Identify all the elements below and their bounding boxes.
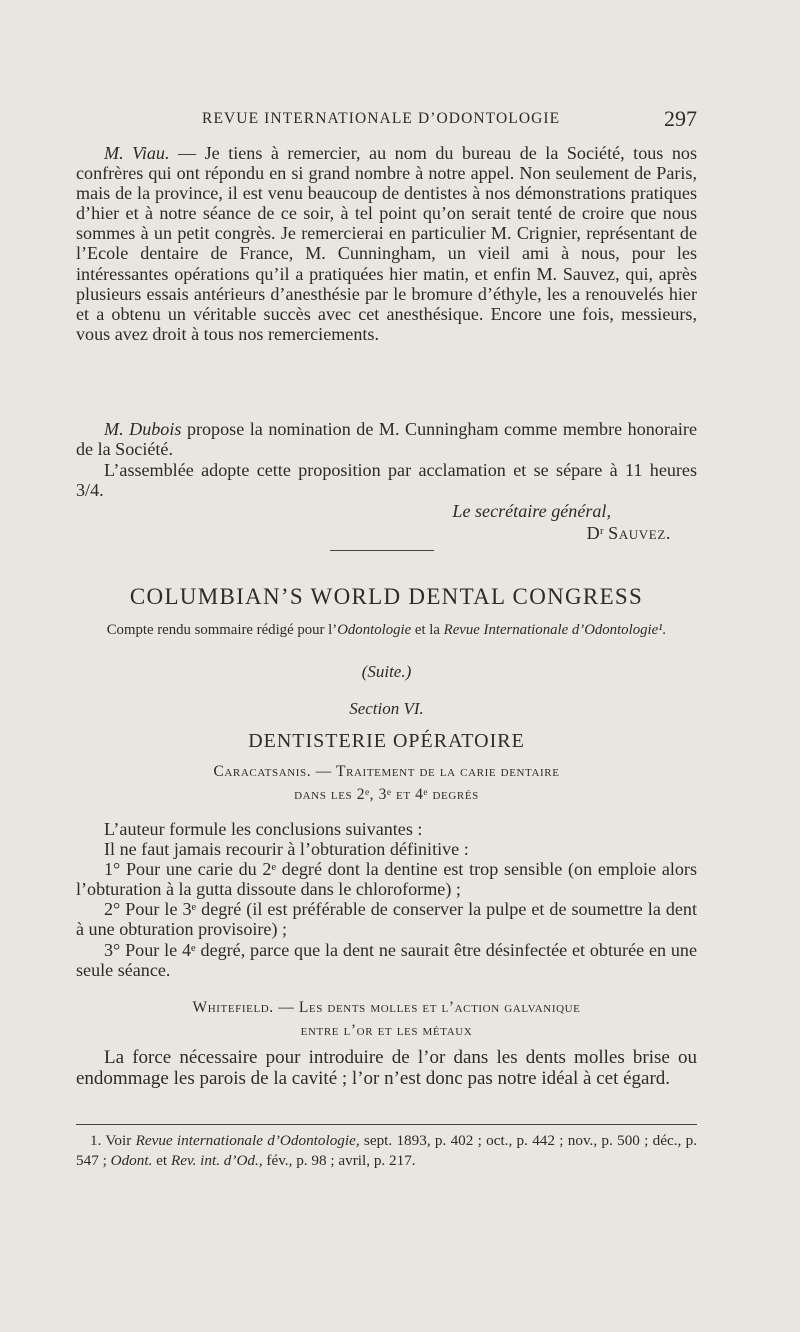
signature-title: Le secrétaire général, [452,501,611,521]
article2-heading-line1: Whitefield. — Les dents molles et l’action galvanique [192,999,581,1016]
viau-text: — Je tiens à remercier, au nom du bureau de la Société, tous nos confrères qui ont répondu en si grand nombre à notre appel. Non seulement de Paris, mais de la province, il est venu beaucoup de dentistes à nos démonstrations pratiques d’hier et à notre séance de ce soir, à tel point qu’on serait tenté de croire que nous sommes à un petit congrès. Je remercierai en particulier M. Crignier, représentant de l’Ecole dentaire de France, M. Cunningham, un vieil ami à nous, pour les intéressantes opérations qu’il a pratiquées hier matin, et enfin M. Sauvez, qui, après plusieurs essais antérieurs d’anesthésie par le bromure d’éthyle, les a renouvelés hier et a obtenu un véritable succès avec cet anesthésique. Encore une fois, messieurs, vous avez droit à tous nos remerciements. [76,143,697,344]
subtitle-journal: Odontologie [337,622,412,638]
speaker-dubois: M. Dubois [104,419,182,439]
footnote-journal: Revue internationale d’Odontologie [135,1132,356,1149]
article1-paragraph: L’auteur formule les conclusions suivantes : [104,819,423,839]
section-label: Section VI. [349,699,424,718]
footnote-part: et [152,1151,171,1169]
article1-paragraph: Il ne faut jamais recourir à l’obturation définitive : [104,839,469,860]
footnote-part: , sept. 1893, p. 402 ; oct., p. 442 ; nov., p. 500 ; déc., p. 547 ; [76,1132,697,1169]
footnote-journal: Rev. int. d’Od. [170,1151,259,1169]
signature [76,500,697,544]
suite-label: (Suite.) [361,662,412,681]
running-head: REVUE INTERNATIONALE D’ODONTOLOGIE [202,110,561,127]
article2-body [76,1047,697,1089]
footnote [76,1131,697,1170]
article1-paragraph: 1° Pour une carie du 2ᵉ degré dont la dentine est trop sensible (on emploie alors l’obturation à la gutta dissoute dans le chloroforme) ; [76,859,697,900]
page-header [76,106,697,132]
signature-prefix: Dʳ [586,523,604,543]
footnote-rule [76,1124,697,1125]
article2-heading [76,996,697,1042]
article1-body [76,819,697,980]
viau-paragraph [76,143,697,344]
congress-subtitle [76,620,697,640]
dubois-text: propose la nomination de M. Cunningham comme membre honoraire de la Société. [76,419,697,460]
dubois-paragraph [76,419,697,459]
assembly-paragraph [76,460,697,500]
article1-paragraph: 2° Pour le 3ᵉ degré (il est préférable de conserver la pulpe et de soumettre la dent à une obturation provisoire) ; [76,899,697,940]
article2-paragraph: La force nécessaire pour introduire de l’or dans les dents molles brise ou endommage les parois de la cavité ; l’or n’est donc pas notre idéal à cet égard. [76,1047,697,1089]
section-divider [330,550,434,551]
congress-title: COLUMBIAN’S WORLD DENTAL CONGRESS [129,584,644,609]
article1-paragraph: 3° Pour le 4ᵉ degré, parce que la dent ne saurait être désinfectée et obturée en une seule séance. [76,939,697,980]
footnote-part: 1. Voir [90,1132,136,1149]
page-number: 297 [664,106,697,131]
footnote-mark: ¹. [658,622,667,638]
speaker-viau: M. Viau. [104,143,170,163]
subtitle-part: Compte rendu sommaire rédigé pour l’ [106,622,338,638]
subtitle-part: et la [411,622,444,638]
subject-heading: DENTISTERIE OPÉRATOIRE [248,730,525,752]
article1-heading-line2: dans les 2ᵉ, 3ᵉ et 4ᵉ degrés [294,786,479,803]
footnote-journal: Odont. [110,1151,153,1169]
article2-heading-line2: entre l’or et les métaux [300,1022,473,1039]
assembly-text: L’assemblée adopte cette proposition par acclamation et se sépare à 11 heures 3/4. [76,460,697,501]
article1-heading-line1: Caracatsanis. — Traitement de la carie dentaire [213,763,560,780]
article1-heading [76,760,697,806]
signature-name: Sauvez. [608,523,671,543]
subtitle-journal: Revue Internationale d’Odontologie [443,622,659,638]
footnote-part: , fév., p. 98 ; avril, p. 217. [258,1151,416,1169]
